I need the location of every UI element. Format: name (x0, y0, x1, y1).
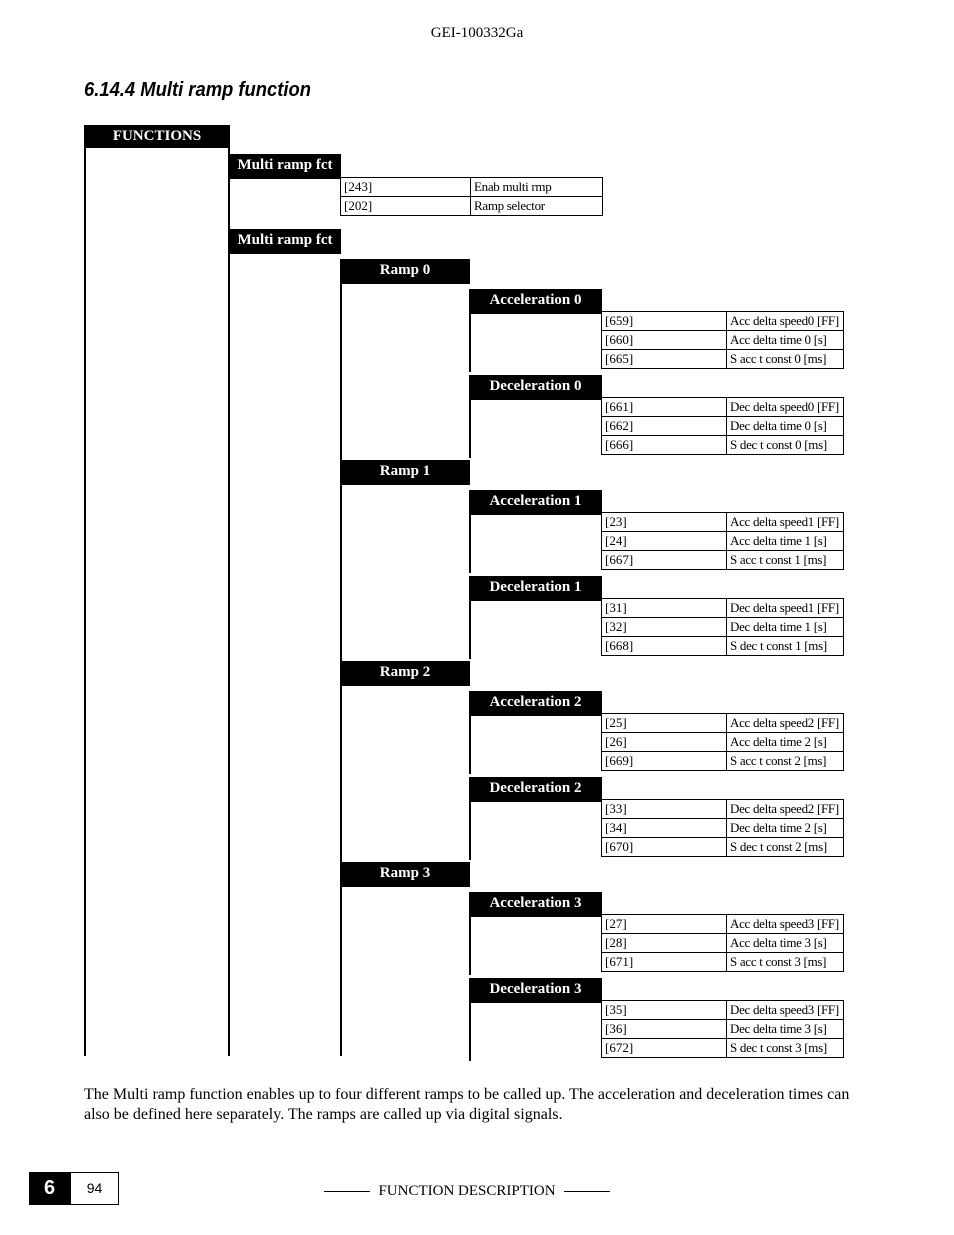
param-id: [662] (602, 417, 727, 436)
param-name: S dec t const 0 [ms] (727, 436, 844, 455)
deceleration-header-3: Deceleration 3 (469, 978, 602, 1001)
tree-line-dec-under-2 (469, 800, 602, 802)
acceleration-header-3: Acceleration 3 (469, 892, 602, 915)
param-id: [667] (602, 551, 727, 570)
tree-line-ramp-left-0 (340, 282, 342, 460)
param-row (602, 800, 844, 819)
deceleration-header-2: Deceleration 2 (469, 777, 602, 800)
param-row (341, 197, 603, 216)
tree-line-dec-left-0 (469, 398, 471, 458)
param-row (602, 1039, 844, 1058)
param-row (602, 513, 844, 532)
param-id: [34] (602, 819, 727, 838)
deceleration-param-table-0 (601, 397, 844, 455)
deceleration-param-table-3 (601, 1000, 844, 1058)
param-row (602, 618, 844, 637)
tree-line-acc-left-3 (469, 915, 471, 975)
param-name: Dec delta time 2 [s] (727, 819, 844, 838)
param-row (602, 551, 844, 570)
param-name: Acc delta time 3 [s] (727, 934, 844, 953)
param-name: Dec delta speed2 [FF] (727, 800, 844, 819)
param-row (602, 637, 844, 656)
param-row (602, 1020, 844, 1039)
param-id: [668] (602, 637, 727, 656)
param-row (602, 915, 844, 934)
param-row (602, 599, 844, 618)
section-title: 6.14.4 Multi ramp function (84, 79, 311, 101)
param-row (602, 436, 844, 455)
tree-line-ramp-under-2 (340, 684, 470, 686)
ramp-header-1: Ramp 1 (340, 460, 470, 483)
tree-line-dec-under-1 (469, 599, 602, 601)
tree-line-acc-left-1 (469, 513, 471, 573)
param-row (602, 733, 844, 752)
param-row (602, 819, 844, 838)
tree-line-acc-under-2 (469, 714, 602, 716)
param-id: [33] (602, 800, 727, 819)
param-row (341, 178, 603, 197)
param-id: [35] (602, 1001, 727, 1020)
tree-line-ramp-left-1 (340, 483, 342, 661)
footer-rule-left (324, 1191, 370, 1192)
acceleration-header-1: Acceleration 1 (469, 490, 602, 513)
acceleration-param-table-2 (601, 713, 844, 771)
param-name: S dec t const 2 [ms] (727, 838, 844, 857)
acceleration-param-table-1 (601, 512, 844, 570)
param-row (602, 752, 844, 771)
param-name: Dec delta time 3 [s] (727, 1020, 844, 1039)
tree-line-acc-under-0 (469, 312, 602, 314)
deceleration-header-0: Deceleration 0 (469, 375, 602, 398)
param-id: [31] (602, 599, 727, 618)
tree-line-acc-left-0 (469, 312, 471, 372)
tree-line-root-left (84, 125, 86, 1056)
param-id: [669] (602, 752, 727, 771)
param-id: [26] (602, 733, 727, 752)
param-row (602, 1001, 844, 1020)
param-name: Dec delta time 0 [s] (727, 417, 844, 436)
footer (320, 1183, 614, 1200)
tree-line-ramp-left-2 (340, 684, 342, 862)
param-row (602, 838, 844, 857)
tree-line-dec-left-2 (469, 800, 471, 860)
param-name: Acc delta time 2 [s] (727, 733, 844, 752)
deceleration-header-1: Deceleration 1 (469, 576, 602, 599)
tree-line-acc-under-1 (469, 513, 602, 515)
description-paragraph: The Multi ramp function enables up to four different ramps to be called up. The acceleration and deceleration times can also be defined here separately. The ramps are called up via digital signals. (84, 1086, 850, 1123)
param-name: Enab multi rmp (471, 178, 603, 197)
tree-line-acc-left-2 (469, 714, 471, 774)
tree-line-acc-under-3 (469, 915, 602, 917)
param-row (602, 331, 844, 350)
tree-line-ramp-under-3 (340, 885, 470, 887)
param-id: [659] (602, 312, 727, 331)
deceleration-param-table-1 (601, 598, 844, 656)
deceleration-param-table-2 (601, 799, 844, 857)
param-name: Acc delta speed3 [FF] (727, 915, 844, 934)
param-name: S acc t const 0 [ms] (727, 350, 844, 369)
param-id: [665] (602, 350, 727, 369)
param-name: Ramp selector (471, 197, 603, 216)
param-name: S acc t const 3 [ms] (727, 953, 844, 972)
param-id: [672] (602, 1039, 727, 1058)
ramp-header-3: Ramp 3 (340, 862, 470, 885)
param-name: Acc delta speed0 [FF] (727, 312, 844, 331)
tree-line-dec-left-3 (469, 1001, 471, 1061)
param-name: S acc t const 2 [ms] (727, 752, 844, 771)
param-row (602, 417, 844, 436)
tree-line-group1-under (229, 177, 341, 179)
param-name: S dec t const 3 [ms] (727, 1039, 844, 1058)
param-name: Dec delta time 1 [s] (727, 618, 844, 637)
param-id: [28] (602, 934, 727, 953)
document-number: GEI-100332Ga (430, 25, 524, 41)
param-name: Dec delta speed0 [FF] (727, 398, 844, 417)
param-name: Dec delta speed1 [FF] (727, 599, 844, 618)
param-id: [32] (602, 618, 727, 637)
param-id: [670] (602, 838, 727, 857)
tree-line-group2-under (229, 252, 341, 254)
param-name: Acc delta time 1 [s] (727, 532, 844, 551)
multi-ramp-fct-header-2: Multi ramp fct (229, 229, 341, 252)
param-name: S acc t const 1 [ms] (727, 551, 844, 570)
param-id: [671] (602, 953, 727, 972)
chapter-number: 6 (29, 1172, 70, 1205)
tree-line-ramp-left-3 (340, 885, 342, 1056)
param-row (602, 350, 844, 369)
param-id: [36] (602, 1020, 727, 1039)
param-id: [23] (602, 513, 727, 532)
param-name: Acc delta speed1 [FF] (727, 513, 844, 532)
ramp-header-2: Ramp 2 (340, 661, 470, 684)
param-id: [202] (341, 197, 471, 216)
footer-label: FUNCTION DESCRIPTION (378, 1183, 556, 1199)
param-id: [243] (341, 178, 471, 197)
param-row (602, 532, 844, 551)
ramp-header-0: Ramp 0 (340, 259, 470, 282)
param-name: Acc delta time 0 [s] (727, 331, 844, 350)
functions-header: FUNCTIONS (84, 125, 230, 148)
param-id: [25] (602, 714, 727, 733)
param-row (602, 714, 844, 733)
param-name: S dec t const 1 [ms] (727, 637, 844, 656)
tree-line-root-right (228, 125, 230, 1056)
tree-line-ramp-under-0 (340, 282, 470, 284)
param-name: Dec delta speed3 [FF] (727, 1001, 844, 1020)
param-id: [24] (602, 532, 727, 551)
tree-line-dec-under-0 (469, 398, 602, 400)
param-id: [666] (602, 436, 727, 455)
tree-line-dec-under-3 (469, 1001, 602, 1003)
param-name: Acc delta speed2 [FF] (727, 714, 844, 733)
footer-rule-right (564, 1191, 610, 1192)
param-row (602, 398, 844, 417)
param-row (602, 934, 844, 953)
group1-param-table (340, 177, 603, 216)
acceleration-param-table-0 (601, 311, 844, 369)
acceleration-param-table-3 (601, 914, 844, 972)
param-row (602, 953, 844, 972)
acceleration-header-2: Acceleration 2 (469, 691, 602, 714)
multi-ramp-fct-header-1: Multi ramp fct (229, 154, 341, 177)
tree-line-dec-left-1 (469, 599, 471, 659)
tree-line-ramp-under-1 (340, 483, 470, 485)
param-id: [660] (602, 331, 727, 350)
param-row (602, 312, 844, 331)
param-id: [661] (602, 398, 727, 417)
param-id: [27] (602, 915, 727, 934)
acceleration-header-0: Acceleration 0 (469, 289, 602, 312)
page-number: 94 (70, 1172, 119, 1205)
